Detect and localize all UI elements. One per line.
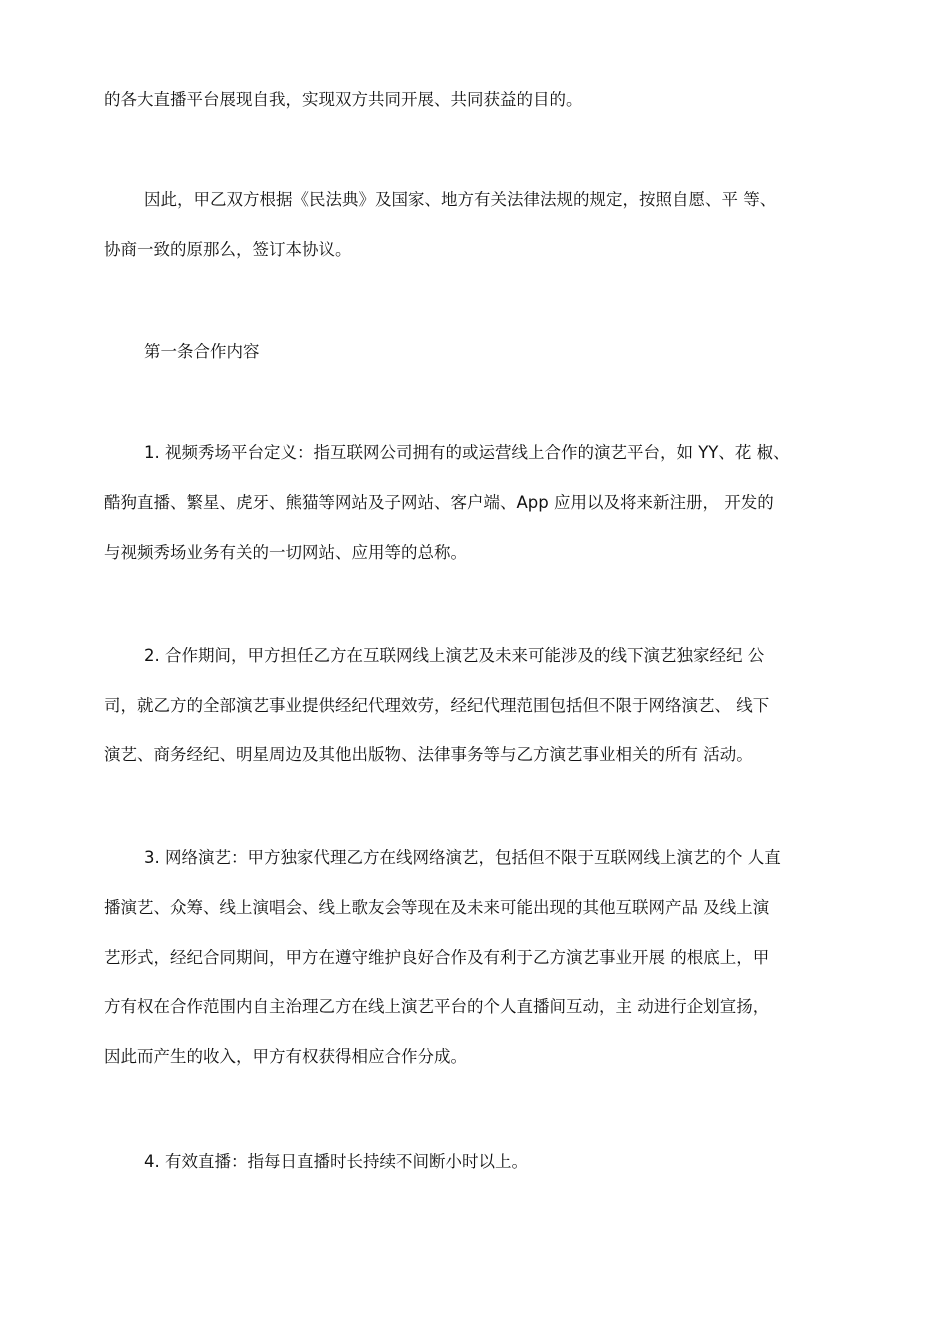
paragraph-basis-line-1: 因此，甲乙双方根据《民法典》及国家、地方有关法律法规的规定，按照自愿、平 等、 <box>144 190 777 209</box>
item-3-line-2: 播演艺、众筹、线上演唱会、线上歌友会等现在及未来可能出现的其他互联网产品 及线上演 <box>104 898 770 917</box>
item-1-line-3: 与视频秀场业务有关的一切网站、应用等的总称。 <box>104 543 467 562</box>
item-2-line-2: 司，就乙方的全部演艺事业提供经纪代理效劳，经纪代理范围包括但不限于网络演艺、 线下 <box>104 696 770 715</box>
paragraph-intro-line-1: 的各大直播平台展现自我，实现双方共同开展、共同获益的目的。 <box>104 90 583 109</box>
item-1-line-1: 1. 视频秀场平台定义：指互联网公司拥有的或运营线上合作的演艺平台，如 YY、花 椒、 <box>144 443 790 462</box>
item-4-line-1: 4. 有效直播：指每日直播时长持续不间断小时以上。 <box>144 1152 528 1171</box>
item-3-line-1: 3. 网络演艺：甲方独家代理乙方在线网络演艺，包括但不限于互联网线上演艺的个 人直 <box>144 848 781 867</box>
item-3-line-4: 方有权在合作范围内自主治理乙方在线上演艺平台的个人直播间互动，主 动进行企划宣扬， <box>104 997 770 1016</box>
item-2-line-3: 演艺、商务经纪、明星周边及其他出版物、法律事务等与乙方演艺事业相关的所有 活动。 <box>104 745 753 764</box>
paragraph-basis-line-2: 协商一致的原那么，签订本协议。 <box>104 240 352 259</box>
item-3-line-3: 艺形式，经纪合同期间，甲方在遵守维护良好合作及有利于乙方演艺事业开展 的根底上，甲 <box>104 948 770 967</box>
item-1-line-2: 酷狗直播、繁星、虎牙、熊猫等网站及子网站、客户端、App 应用以及将来新注册， 开发的 <box>104 493 774 512</box>
item-2-line-1: 2. 合作期间，甲方担任乙方在互联网线上演艺及未来可能涉及的线下演艺独家经纪 公 <box>144 646 765 665</box>
section-heading: 第一条合作内容 <box>144 342 260 361</box>
item-3-line-5: 因此而产生的收入，甲方有权获得相应合作分成。 <box>104 1047 467 1066</box>
